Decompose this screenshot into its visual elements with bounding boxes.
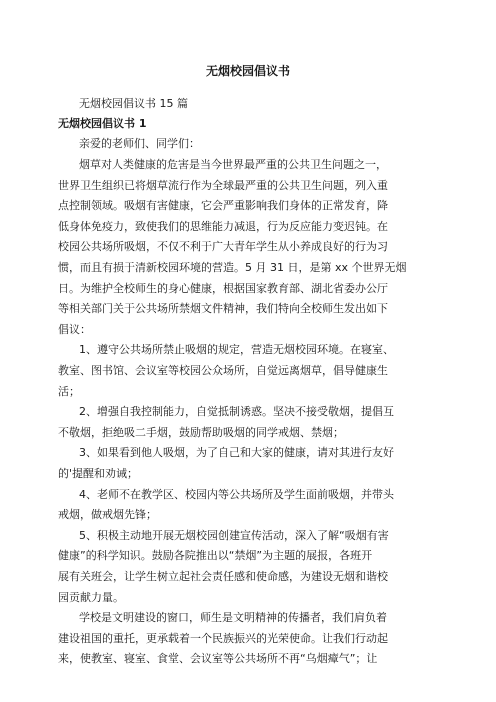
document-title: 无烟校园倡议书 (205, 64, 290, 78)
document-subtitle: 无烟校园倡议书 15 篇 (79, 97, 188, 110)
paragraph-line: 学校是文明建设的窗口，师生是文明精神的传播者，我们肩负着 (79, 611, 387, 625)
paragraph-line: 1、遵守公共场所禁止吸烟的规定，营造无烟校园环境。在寝室、 (79, 343, 394, 357)
paragraph-line: 等相关部门关于公共场所禁烟文件精神，我们特向全校师生发出如下 (58, 302, 388, 316)
paragraph-line: 戒烟，做戒烟先锋； (58, 508, 157, 522)
paragraph-line: 倡议： (58, 322, 91, 336)
paragraph-line: 3、如果看到他人吸烟，为了自己和大家的健康，请对其进行友好 (79, 446, 394, 460)
paragraph-line: 日。为维护全校师生的身心健康，根据国家教育部、湖北省委办公厅 (58, 281, 388, 295)
paragraph-line: 展有关班会，让学生树立起社会责任感和使命感，为建设无烟和谐校 (58, 570, 388, 583)
greeting: 亲爱的老师们、同学们： (79, 137, 200, 150)
paragraph-line: 不敬烟，拒绝吸二手烟，鼓励帮助吸烟的同学戒烟、禁烟； (58, 425, 344, 439)
paragraph-line: 来，使教室、寝室、食堂、会议室等公共场所不再“乌烟瘴气”；让 (58, 652, 378, 666)
section-heading: 无烟校园倡议书 1 (58, 117, 147, 130)
paragraph-line: 世界卫生组织已将烟草流行作为全球最严重的公共卫生问题，列入重 (58, 178, 388, 192)
paragraph-line: 园贡献力量。 (58, 590, 124, 604)
paragraph-line: 5、积极主动地开展无烟校园创建宣传活动，深入了解“吸烟有害 (79, 528, 389, 542)
paragraph-line: 烟草对人类健康的危害是当今世界最严重的公共卫生问题之一， (79, 158, 387, 171)
paragraph-line: 活； (58, 384, 80, 398)
paragraph-line: 惯，而且有损于清新校园环境的营造。5 月 31 日，是第 xx 个世界无烟 (58, 261, 407, 274)
paragraph-line: 健康”的科学知识。鼓励各院推出以“禁烟”为主题的展报，各班开 (58, 549, 373, 563)
paragraph-line: 教室、图书馆、会议室等校园公众场所，自觉远离烟草，倡导健康生 (58, 364, 388, 377)
paragraph-line: 点控制领域。吸烟有害健康，它会严重影响我们身体的正常发育，降 (58, 199, 388, 213)
paragraph-line: 4、老师不在教学区、校园内等公共场所及学生面前吸烟，并带头 (79, 487, 394, 501)
paragraph-line: 的'提醒和劝诫； (58, 467, 139, 480)
paragraph-line: 建设祖国的重托，更承载着一个民族振兴的光荣使命。让我们行动起 (58, 631, 388, 645)
paragraph-line: 2、增强自我控制能力，自觉抵制诱惑。坚决不接受敬烟，提倡互 (79, 405, 394, 419)
paragraph-line: 低身体免疫力，致使我们的思维能力减退，行为反应能力变迟钝。在 (58, 219, 388, 233)
paragraph-line: 校园公共场所吸烟，不仅不利于广大青年学生从小养成良好的行为习 (58, 240, 388, 254)
